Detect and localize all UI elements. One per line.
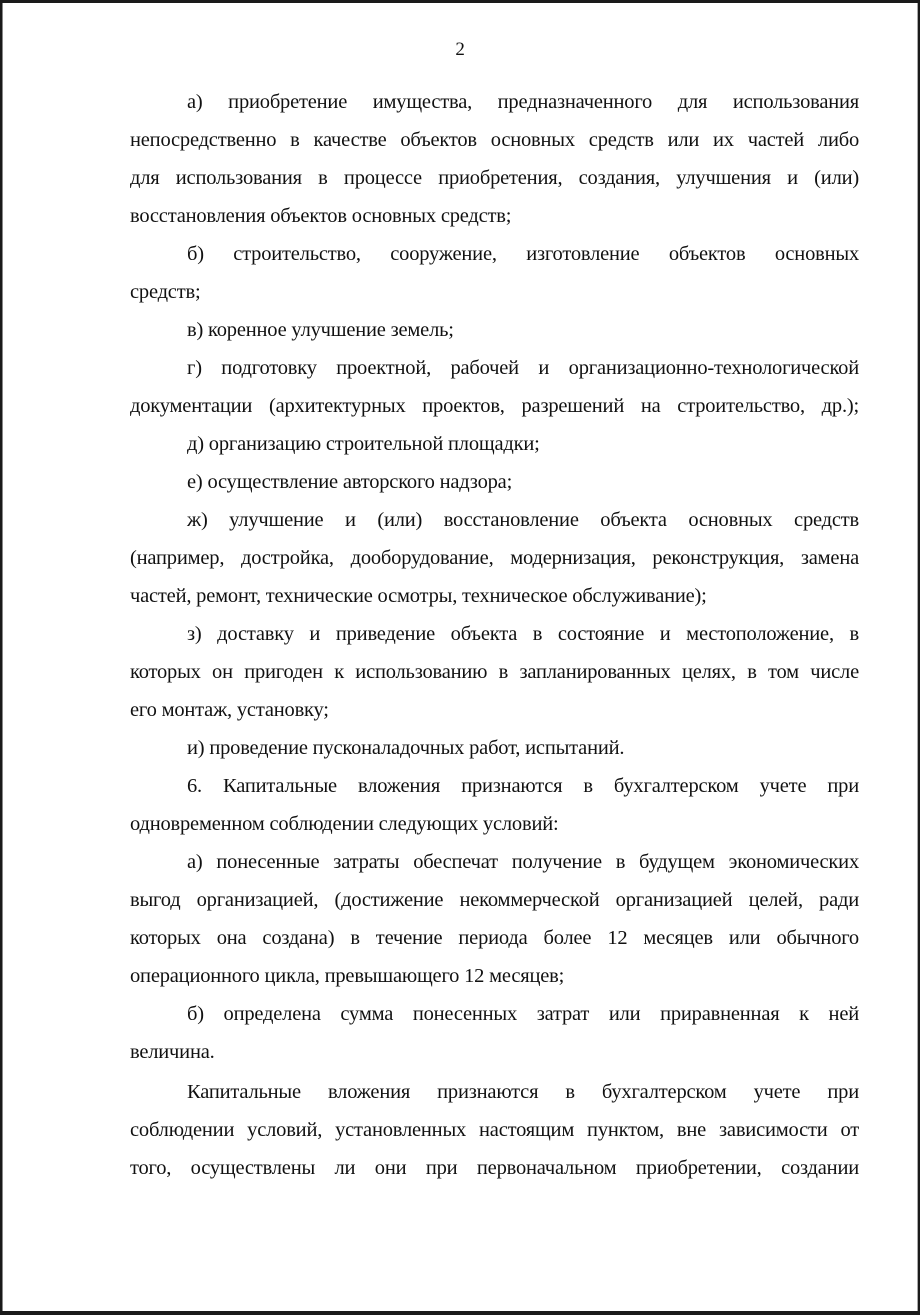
text-line: которых она создана) в течение периода более 12 месяцев или обычного	[130, 927, 859, 949]
text-line: а) понесенные затраты обеспечат получение в будущем экономических	[187, 851, 859, 873]
text-line: (например, достройка, дооборудование, модернизация, реконструкция, замена	[130, 547, 859, 569]
text-line: в) коренное улучшение земель;	[187, 319, 454, 341]
text-line: которых он пригоден к использованию в запланированных целях, в том числе	[130, 661, 859, 683]
text-line: д) организацию строительной площадки;	[187, 433, 540, 455]
text-line: документации (архитектурных проектов, разрешений на строительство, др.);	[130, 395, 859, 417]
text-line: величина.	[130, 1041, 215, 1063]
text-line: того, осуществлены ли они при первоначальном приобретении, создании	[130, 1157, 859, 1179]
text-line: и) проведение пусконаладочных работ, испытаний.	[187, 737, 625, 759]
text-line: восстановления объектов основных средств;	[130, 205, 512, 227]
text-line: б) строительство, сооружение, изготовление объектов основных	[187, 243, 859, 265]
text-line: непосредственно в качестве объектов основных средств или их частей либо	[130, 129, 859, 151]
text-line: одновременном соблюдении следующих условий:	[130, 813, 559, 835]
page-number: 2	[455, 39, 465, 60]
text-line: е) осуществление авторского надзора;	[187, 471, 513, 493]
text-line: а) приобретение имущества, предназначенного для использования	[187, 91, 859, 113]
text-line: частей, ремонт, технические осмотры, техническое обслуживание);	[130, 585, 707, 607]
text-line: з) доставку и приведение объекта в состояние и местоположение, в	[187, 623, 859, 645]
text-line: Капитальные вложения признаются в бухгалтерском учете при	[187, 1081, 859, 1103]
text-line: ж) улучшение и (или) восстановление объекта основных средств	[187, 509, 859, 531]
text-line: соблюдении условий, установленных настоящим пунктом, вне зависимости от	[130, 1119, 859, 1141]
text-line: 6. Капитальные вложения признаются в бухгалтерском учете при	[187, 775, 859, 797]
text-line: г) подготовку проектной, рабочей и организационно-технологической	[187, 357, 859, 379]
text-line: средств;	[130, 281, 201, 303]
text-line: б) определена сумма понесенных затрат или приравненная к ней	[187, 1003, 859, 1025]
text-line: выгод организацией, (достижение некоммерческой организацией целей, ради	[130, 889, 859, 911]
text-line: его монтаж, установку;	[130, 699, 329, 721]
text-line: для использования в процессе приобретения, создания, улучшения и (или)	[130, 167, 859, 189]
text-line: операционного цикла, превышающего 12 месяцев;	[130, 965, 565, 987]
document-page	[2, 3, 918, 1311]
